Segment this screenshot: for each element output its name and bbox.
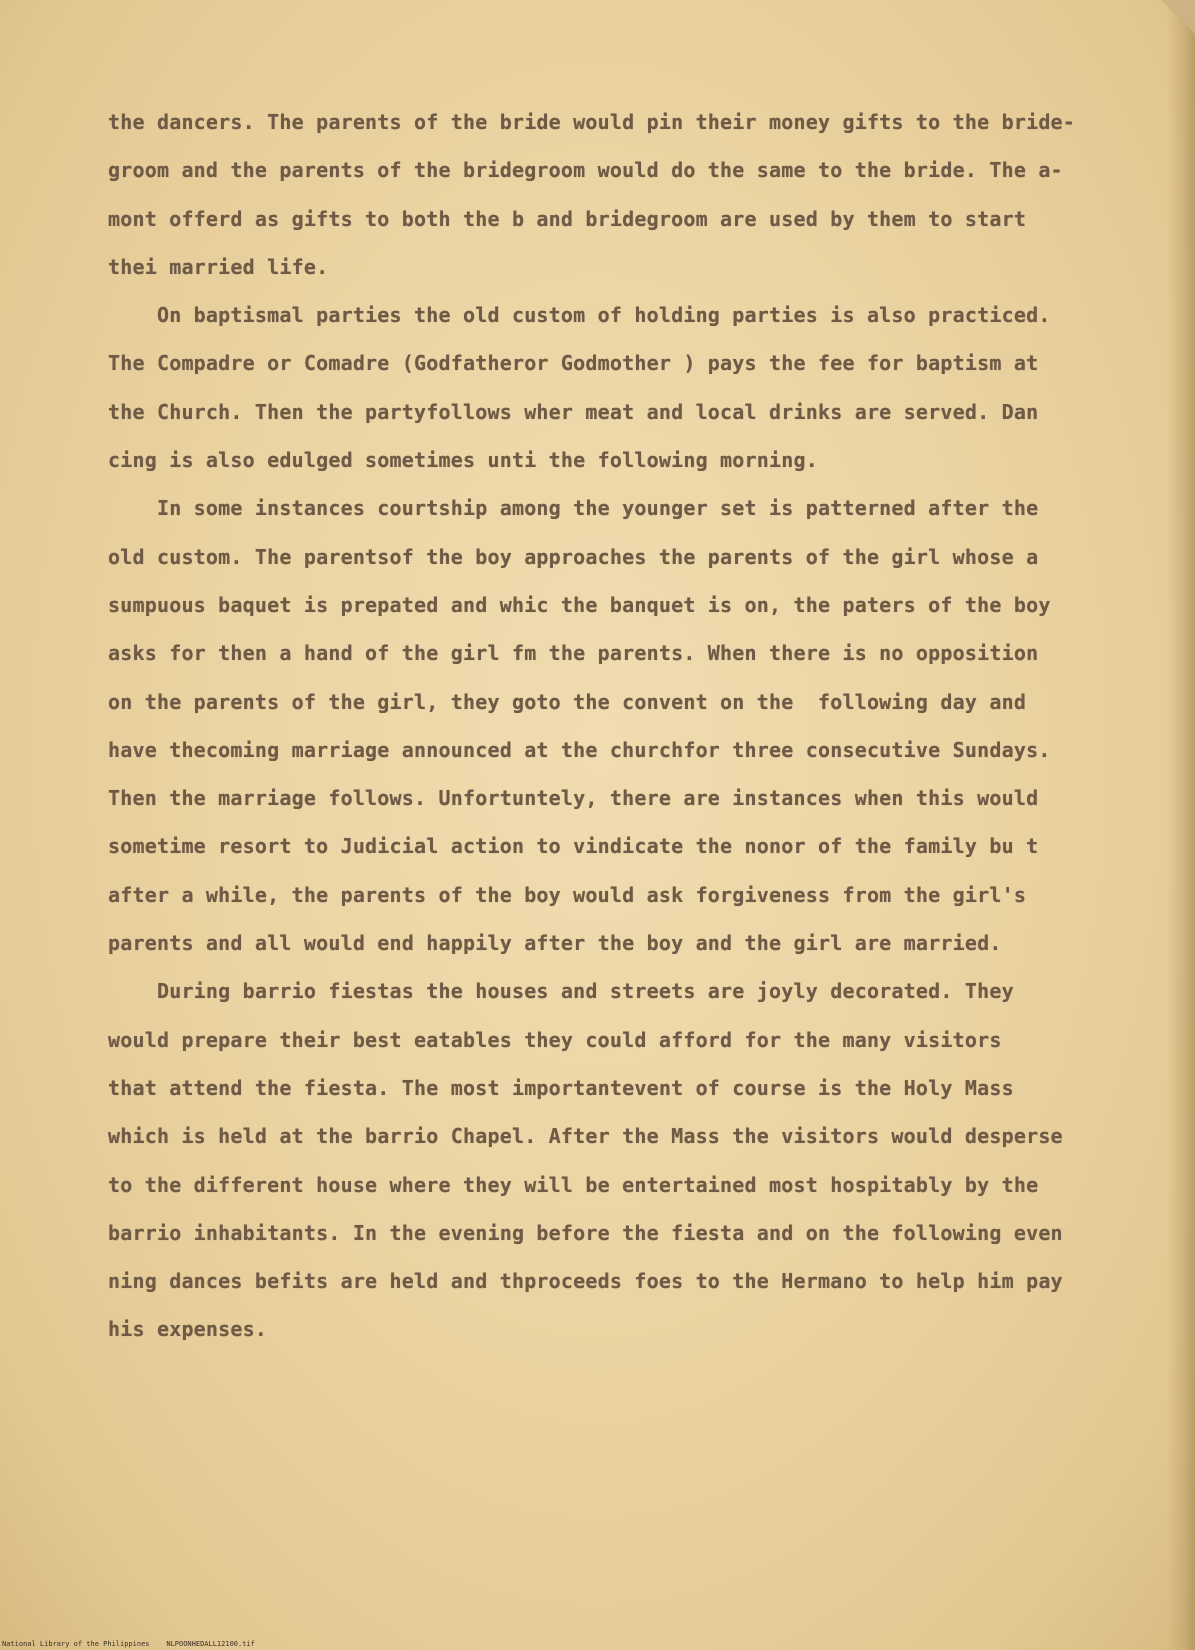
text-line: the Church. Then the partyfollows wher meat and local drinks are served. Dan	[108, 399, 1039, 424]
text-line: groom and the parents of the bridegroom would do the same to the bride. The a-	[108, 158, 1063, 183]
text-line: sumpuous baquet is prepated and whic the banquet is on, the paters of the boy	[108, 592, 1051, 617]
text-line: thei married life.	[108, 254, 329, 279]
text-line: cing is also edulged sometimes unti the following morning.	[108, 448, 818, 473]
text-line: have thecoming marriage announced at the churchfor three consecutive Sundays.	[108, 737, 1051, 762]
text-line: on the parents of the girl, they goto the convent on the following day and	[108, 689, 1027, 714]
text-line: Then the marriage follows. Unfortuntely, there are instances when this would	[108, 786, 1039, 811]
text-line: During barrio fiestas the houses and streets are joyly decorated. They	[108, 979, 1014, 1004]
text-line: parents and all would end happily after the boy and the girl are married.	[108, 931, 1002, 956]
text-line: after a while, the parents of the boy would ask forgiveness from the girl's	[108, 882, 1027, 907]
archive-footer-label: National Library of the Philippines NLPOONHEDALL12100.tif	[2, 1640, 255, 1648]
text-line: The Compadre or Comadre (Godfatheror Godmother ) pays the fee for baptism at	[108, 351, 1039, 376]
text-line: the dancers. The parents of the bride would pin their money gifts to the bride-	[108, 110, 1076, 134]
text-line: On baptismal parties the old custom of holding parties is also practiced.	[108, 303, 1051, 328]
text-line: would prepare their best eatables they could afford for the many visitors	[108, 1027, 1002, 1052]
text-line: mont offerd as gifts to both the b and bridegroom are used by them to start	[108, 206, 1027, 231]
text-line: his expenses.	[108, 1317, 268, 1342]
text-line: asks for then a hand of the girl fm the parents. When there is no opposition	[108, 641, 1039, 666]
text-line: which is held at the barrio Chapel. After the Mass the visitors would desperse	[108, 1124, 1063, 1149]
corner-fold	[1161, 0, 1195, 34]
text-line: to the different house where they will be entertained most hospitably by the	[108, 1172, 1039, 1197]
text-line: old custom. The parentsof the boy approaches the parents of the girl whose a	[108, 544, 1039, 569]
text-line: barrio inhabitants. In the evening before the fiesta and on the following even	[108, 1220, 1063, 1245]
text-line: that attend the fiesta. The most importantevent of course is the Holy Mass	[108, 1075, 1014, 1100]
text-line: In some instances courtship among the younger set is patterned after the	[108, 496, 1039, 521]
text-line: ning dances befits are held and thproceeds foes to the Hermano to help him pay	[108, 1269, 1063, 1294]
typewritten-text	[108, 98, 1108, 1354]
paper-edge-shadow	[1167, 0, 1195, 1650]
text-line: sometime resort to Judicial action to vindicate the nonor of the family bu t	[108, 834, 1039, 859]
